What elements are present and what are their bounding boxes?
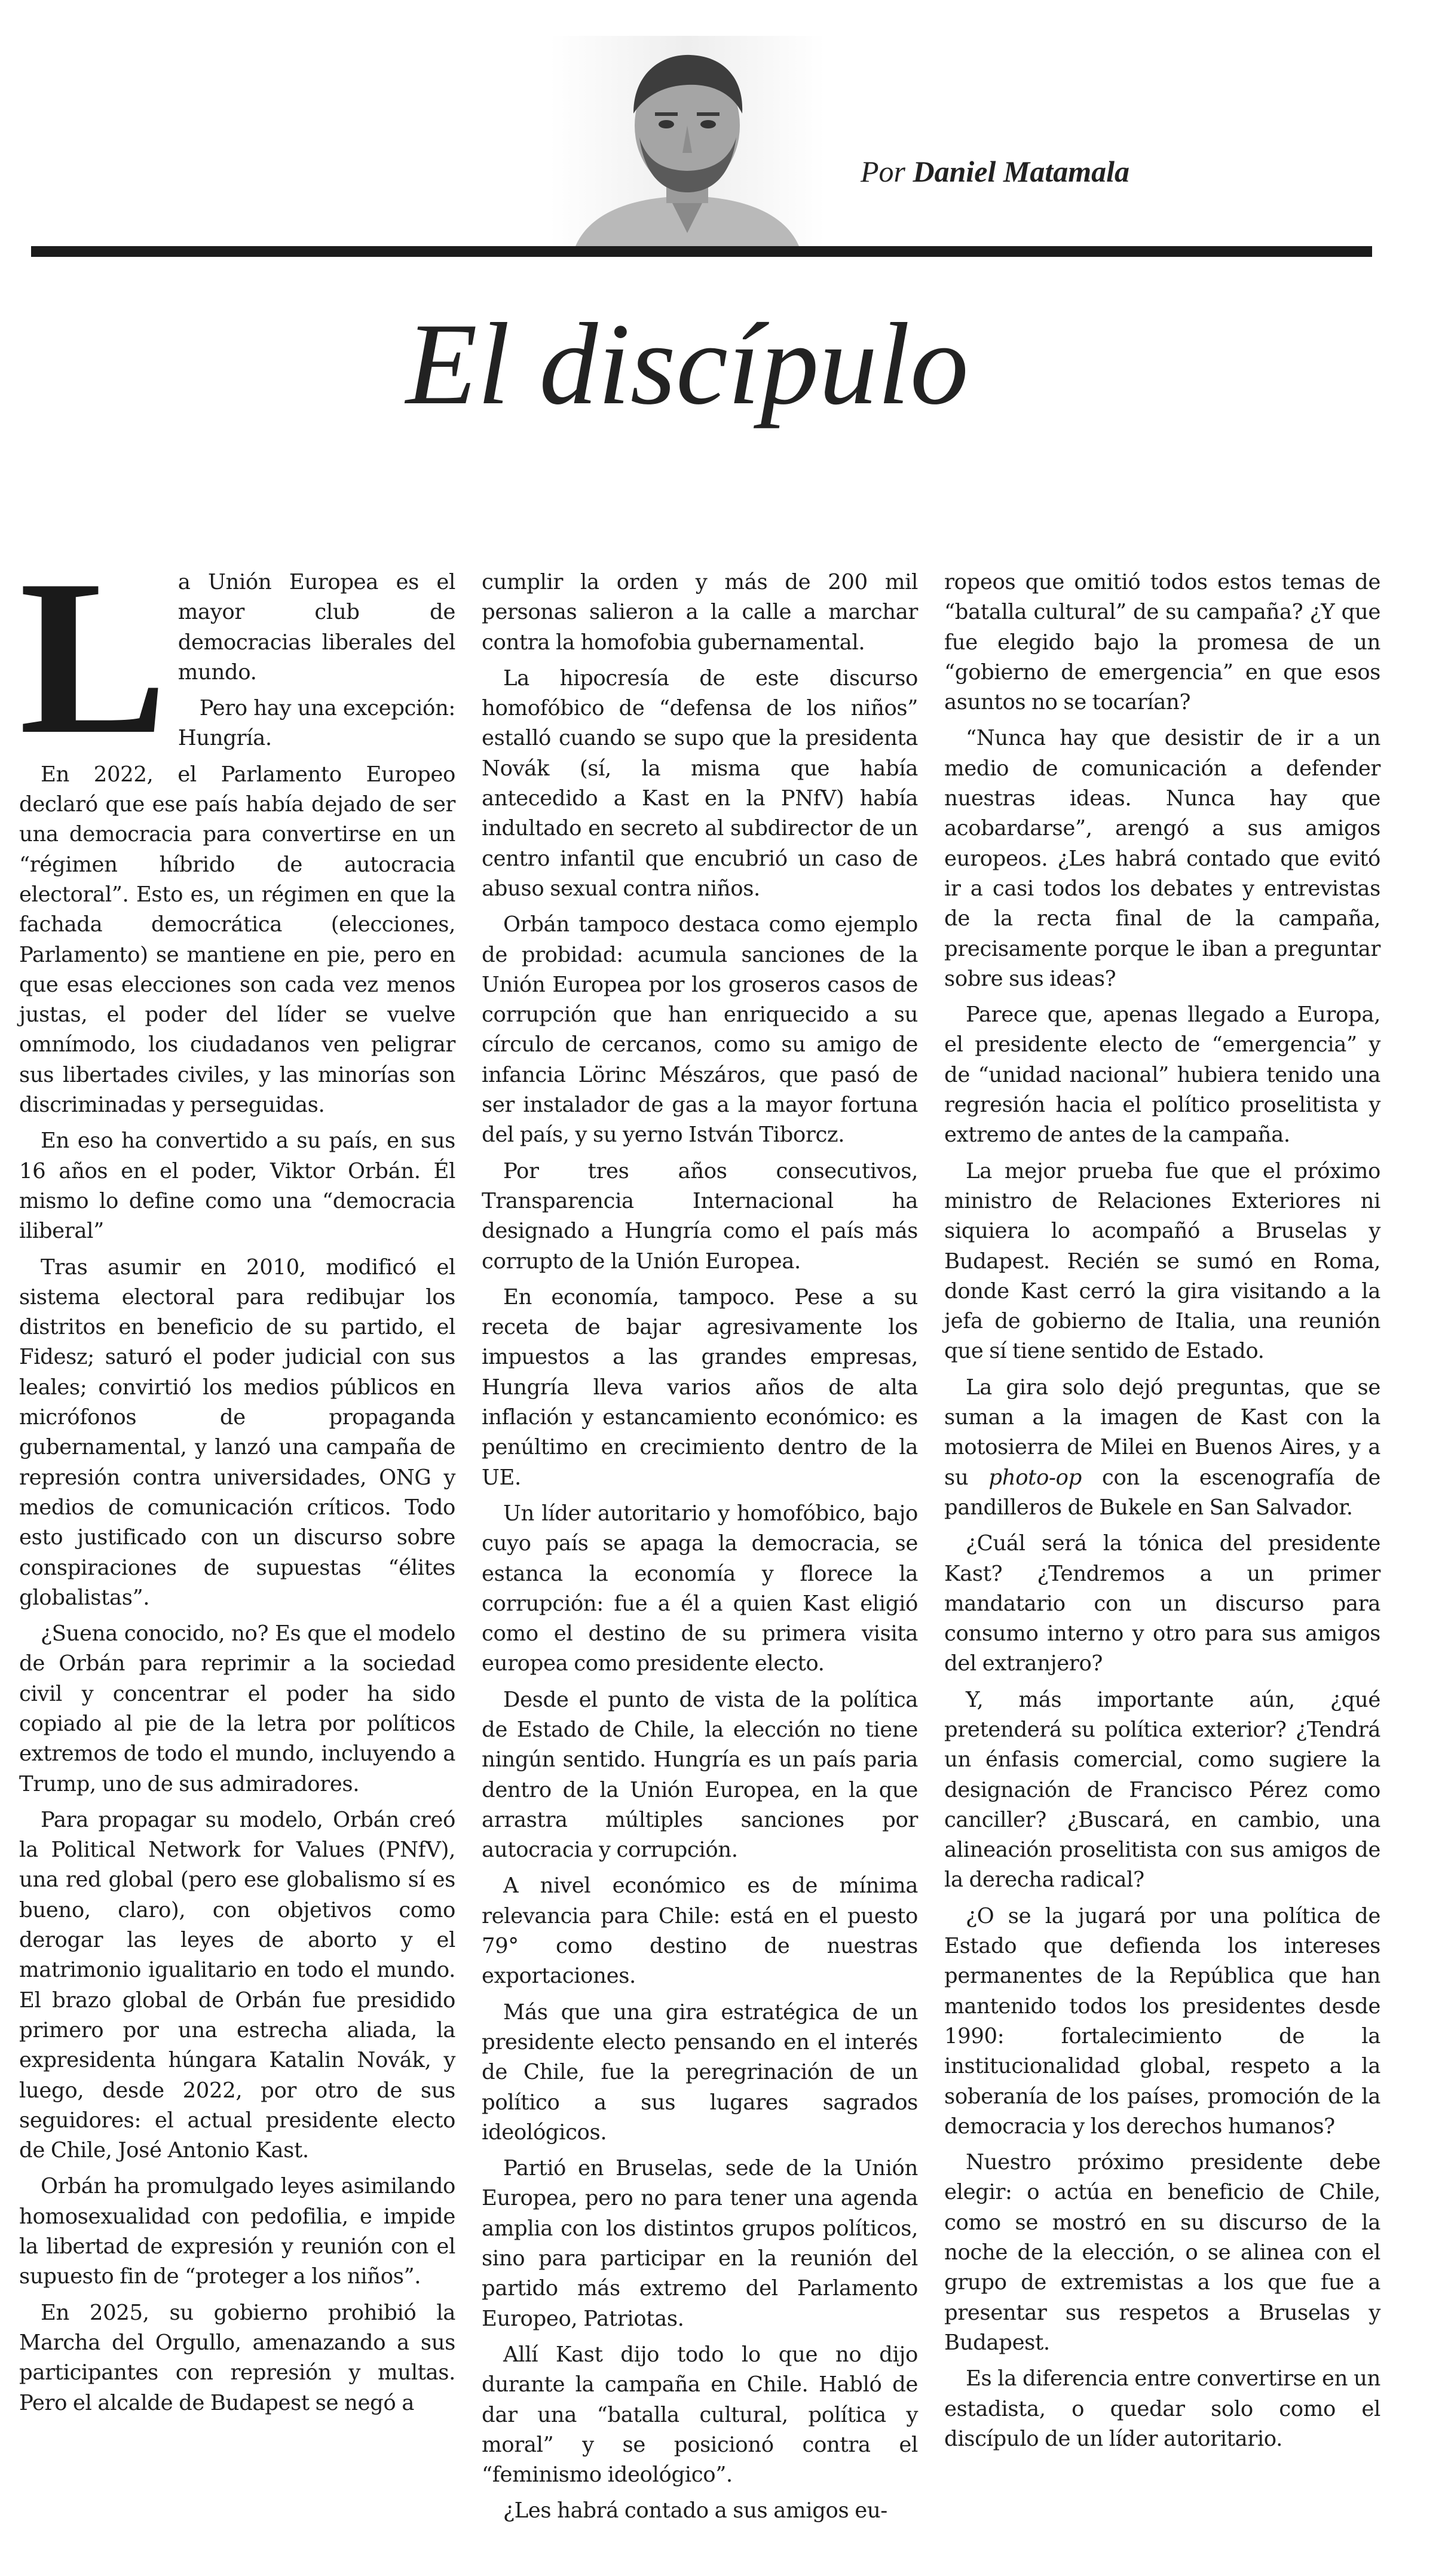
paragraph: ropeos que omitió todos estos temas de “batalla cultural” de su campaña? ¿Y que fue elegido bajo la promesa de un “gobierno de emergencia” en que esos asuntos no se tocarían? [944, 570, 1380, 715]
paragraph: cumplir la orden y más de 200 mil personas salieron a la calle a marchar contra la homofobia gubernamental. [482, 570, 918, 655]
paragraph: “Nunca hay que desistir de ir a un medio de comunicación a defender nuestras ideas. Nunca hay que acobardarse”, arengó a sus amigos europeos. ¿Les habrá contado que evitó ir a casi todos los debates y entrevistas de la recta final de la campaña, precisamente porque le iban a preguntar sobre sus ideas? [944, 726, 1380, 991]
paragraph: Para propagar su modelo, Orbán creó la Political Network for Values (PNfV), una red global (pero ese globalismo sí es bueno, claro), con objetivos como derogar las leyes de aborto y el matrimonio igualitario en todo el mundo. El brazo global de Orbán fue presidido primero por una estrecha aliada, la expresidenta húngara Katalin Novák, y luego, desde 2022, por otro de sus seguidores: el actual presidente electo de Chile, José Antonio Kast. [19, 1807, 455, 2163]
paragraph: Por tres años consecutivos, Transparencia Internacional ha designado a Hungría como el país más corrupto de la Unión Europea. [482, 1158, 918, 1274]
paragraph: En 2022, el Parlamento Europeo declaró que ese país había dejado de ser una democracia para convertirse en un “régimen híbrido de autocracia electoral”. Esto es, un régimen en que la fachada democrática (elecciones, Parlamento) se mantiene en pie, pero en que esas elecciones son cada vez menos justas, el poder del líder se vuelve omnímodo, los ciudadanos ven peligrar sus libertades civiles, y las minorías son discriminadas y perseguidas. [19, 762, 455, 1118]
byline-author: Daniel Matamala [913, 155, 1130, 188]
paragraph: En economía, tampoco. Pese a su receta de bajar agresivamente los impuestos a las grandes empresas, Hungría lleva varios años de alta inflación y estancamiento económico: es penúltimo en crecimiento dentro de la UE. [482, 1284, 918, 1490]
byline-prefix: Por [861, 155, 905, 188]
emphasis: photo-op [988, 1465, 1082, 1490]
paragraph: ¿Les habrá contado a sus amigos eu- [503, 2498, 887, 2523]
paragraph: Allí Kast dijo todo lo que no dijo durante la campaña en Chile. Habló de dar una “batalla cultural, política y moral” y se posicionó contra el “feminismo ideológico”. [482, 2342, 918, 2488]
column-3 [944, 568, 1380, 2551]
paragraph: Y, más importante aún, ¿qué pretenderá su política exterior? ¿Tendrá un énfasis comercial, como sugiere la designación de Francisco Pérez como canciller? ¿Buscará, en cambio, una alineación proselitista con sus amigos de la derecha radical? [944, 1687, 1380, 1893]
paragraph: Partió en Bruselas, sede de la Unión Europea, pero no para tener una agenda amplia con los distintos grupos políticos, sino para participar en la reunión del partido más extremo del Parlamento Europeo, Patriotas. [482, 2156, 918, 2331]
headline: El discípulo [406, 299, 969, 429]
paragraph: Desde el punto de vista de la política de Estado de Chile, la elección no tiene ningún sentido. Hungría es un país paria dentro de la Unión Europea, en la que arrastra múltiples sanciones por autocracia y corrupción. [482, 1687, 918, 1863]
paragraph: Parece que, apenas llegado a Europa, el presidente electo de “emergencia” y de “unidad nacional” hubiera tenido una regresión hacia el político proselitista y extremo de antes de la campaña. [944, 1002, 1380, 1148]
paragraph: Es la diferencia entre convertirse en un estadista, o quedar solo como el discípulo de un líder autoritario. [944, 2366, 1380, 2451]
paragraph: A nivel económico es de mínima relevancia para Chile: está en el puesto 79° como destino de nuestras exportaciones. [482, 1873, 918, 1989]
paragraph: La gira solo dejó preguntas, que se suman a la imagen de Kast con la motosierra de Milei en Buenos Aires, y a su photo-op con la escenografía de pandilleros de Bukele en San Salvador. [944, 1375, 1380, 1520]
byline [861, 154, 1219, 189]
paragraph: ¿O se la jugará por una política de Estado que defienda los intereses permanentes de la República que han mantenido todos los presidentes desde 1990: fortalecimiento de la institucionalidad global, respeto a la soberanía de los países, promoción de la democracia y los derechos humanos? [944, 1903, 1380, 2139]
paragraph: Tras asumir en 2010, modificó el sistema electoral para redibujar los distritos en beneficio de su partido, el Fidesz; saturó el poder judicial con sus leales; convirtió los medios públicos en micrófonos de propaganda gubernamental, y lanzó una campaña de represión contra universidades, ONG y medios de comunicación críticos. Todo esto justificado con un discurso sobre conspiraciones de supuestas “élites globalistas”. [19, 1255, 455, 1610]
paragraph: En 2025, su gobierno prohibió la Marcha del Orgullo, amenazando a sus participantes con represión y multas. Pero el alcalde de Budapest se negó a [19, 2300, 455, 2415]
paragraph: ¿Cuál será la tónica del presidente Kast? ¿Tendremos a un primer mandatario con un discurso para consumo interno y otro para sus amigos del extranjero? [944, 1531, 1380, 1676]
author-photo [550, 36, 825, 251]
paragraph: Orbán ha promulgado leyes asimilando homosexualidad con pedofilia, e impide la libertad de expresión y reunión con el supuesto fin de “proteger a los niños”. [19, 2174, 455, 2289]
paragraph-text: a Unión Europea es el mayor club de democracias liberales del mundo. [177, 570, 455, 685]
paragraph: En eso ha convertido a su país, en sus 16 años en el poder, Viktor Orbán. Él mismo lo define como una “democracia iliberal” [19, 1128, 455, 1244]
paragraph: Más que una gira estratégica de un presidente electo pensando en el interés de Chile, fue la peregrinación de un político a sus lugares sagrados ideológicos. [482, 2000, 918, 2145]
paragraph: ¿Suena conocido, no? Es que el modelo de Orbán para reprimir a la sociedad civil y concentrar el poder ha sido copiado al pie de la letra por políticos extremos de todo el mundo, incluyendo a Trump, uno de sus admiradores. [19, 1621, 455, 1796]
paragraph: La mejor prueba fue que el próximo ministro de Relaciones Exteriores ni siquiera lo acompañó a Bruselas y Budapest. Recién se sumó en Roma, donde Kast cerró la gira visitando a la jefa de gobierno de Italia, una reunión que sí tiene sentido de Estado. [944, 1158, 1380, 1364]
paragraph: Nuestro próximo presidente debe elegir: o actúa en beneficio de Chile, como se mostró en su discurso de la noche de la elección, o se alinea con el grupo de extremistas a los que fue a presentar sus respetos a Bruselas y Budapest. [944, 2150, 1380, 2355]
drop-cap: L [19, 535, 167, 780]
paragraph: Orbán tampoco destaca como ejemplo de probidad: acumula sanciones de la Unión Europea por los groseros casos de corrupción que han enriquecido a su círculo de cercanos, como su amigo de infancia Lörinc Mészáros, que pasó de ser instalador de gas a la mayor fortuna del país, y su yerno István Tiborcz. [482, 912, 918, 1148]
header-rule [31, 246, 1372, 257]
column-1 [19, 535, 455, 2551]
paragraph: Un líder autoritario y homofóbico, bajo cuyo país se apaga la democracia, se estanca la economía y florece la corrupción: fue a él a quien Kast eligió como el destino de su primera visita europea como presidente electo. [482, 1501, 918, 1676]
paragraph: La hipocresía de este discurso homofóbico de “defensa de los niños” estalló cuando se supo que la presidenta Novák (sí, la misma que había antecedido a Kast en la PNfV) había indultado en secreto al subdirector de un centro infantil que encubrió un caso de abuso sexual contra niños. [482, 666, 918, 901]
paragraph: Pero hay una excepción: Hungría. [177, 696, 455, 751]
column-2 [482, 568, 918, 2551]
